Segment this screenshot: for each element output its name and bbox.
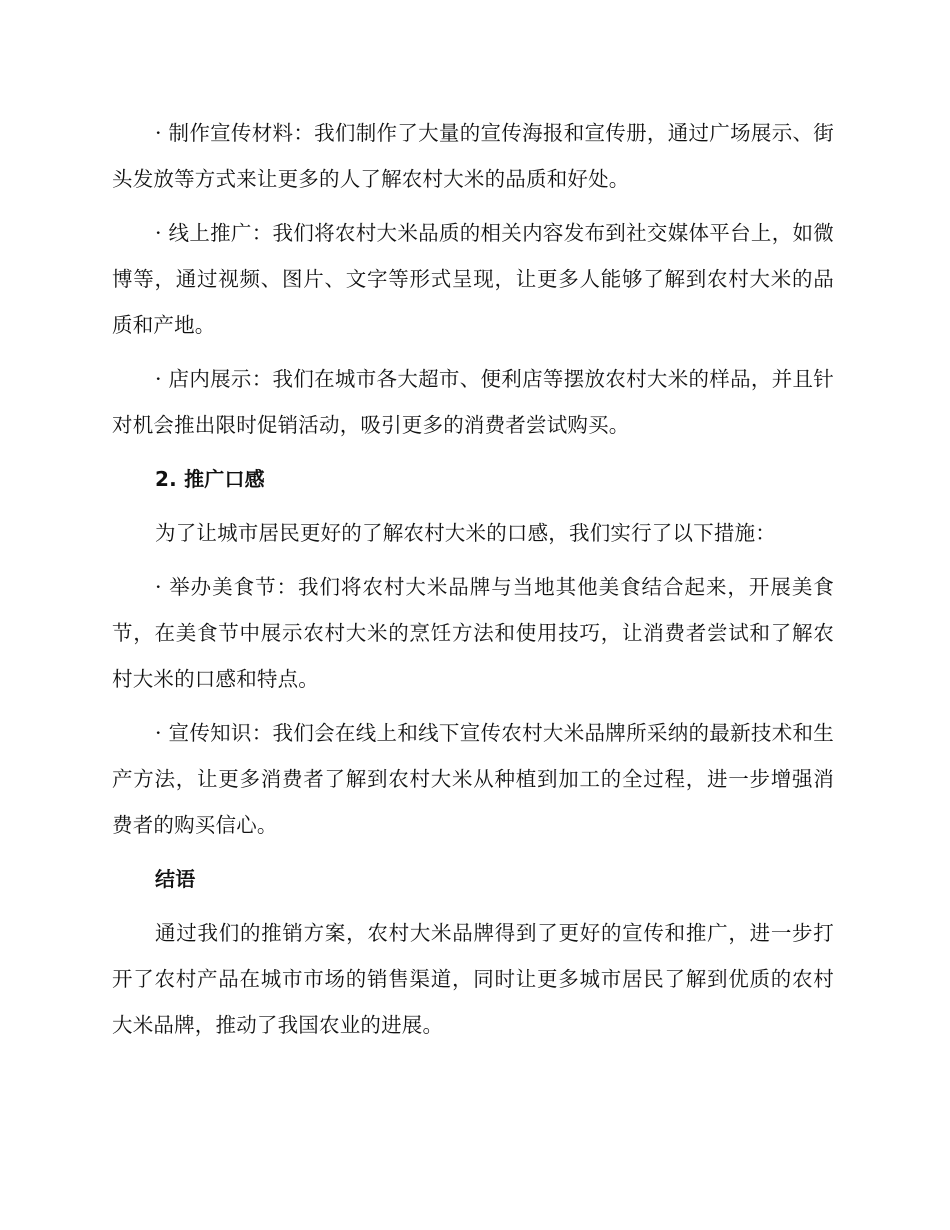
section-heading-taste: 2. 推广口感 xyxy=(155,467,265,491)
intro-taste-measures: 为了让城市居民更好的了解农村大米的口感，我们实行了以下措施： xyxy=(155,521,776,545)
bullet-knowledge: · 宣传知识：我们会在线上和线下宣传农村大米品牌所采纳的最新技术和生产方法，让更多消费者了解到农村大米从种植到加工的全过程，进一步增强消费者的购买信心。 xyxy=(112,721,834,837)
bullet-promo-materials: · 制作宣传材料：我们制作了大量的宣传海报和宣传册，通过广场展示、街头发放等方式来让更多的人了解农村大米的品质和好处。 xyxy=(112,121,834,191)
conclusion-paragraph: 通过我们的推销方案，农村大米品牌得到了更好的宣传和推广，进一步打开了农村产品在城市市场的销售渠道，同时让更多城市居民了解到优质的农村大米品牌，推动了我国农业的进展。 xyxy=(112,921,834,1037)
bullet-online-promotion: · 线上推广：我们将农村大米品质的相关内容发布到社交媒体平台上，如微博等，通过视频、图片、文字等形式呈现，让更多人能够了解到农村大米的品质和产地。 xyxy=(112,221,834,337)
document-body xyxy=(112,110,834,1056)
section-heading-conclusion: 结语 xyxy=(155,867,196,891)
bullet-food-festival: · 举办美食节：我们将农村大米品牌与当地其他美食结合起来，开展美食节，在美食节中展示农村大米的烹饪方法和使用技巧，让消费者尝试和了解农村大米的口感和特点。 xyxy=(112,575,834,691)
bullet-store-display: · 店内展示：我们在城市各大超市、便利店等摆放农村大米的样品，并且针对机会推出限时促销活动，吸引更多的消费者尝试购买。 xyxy=(112,367,834,437)
